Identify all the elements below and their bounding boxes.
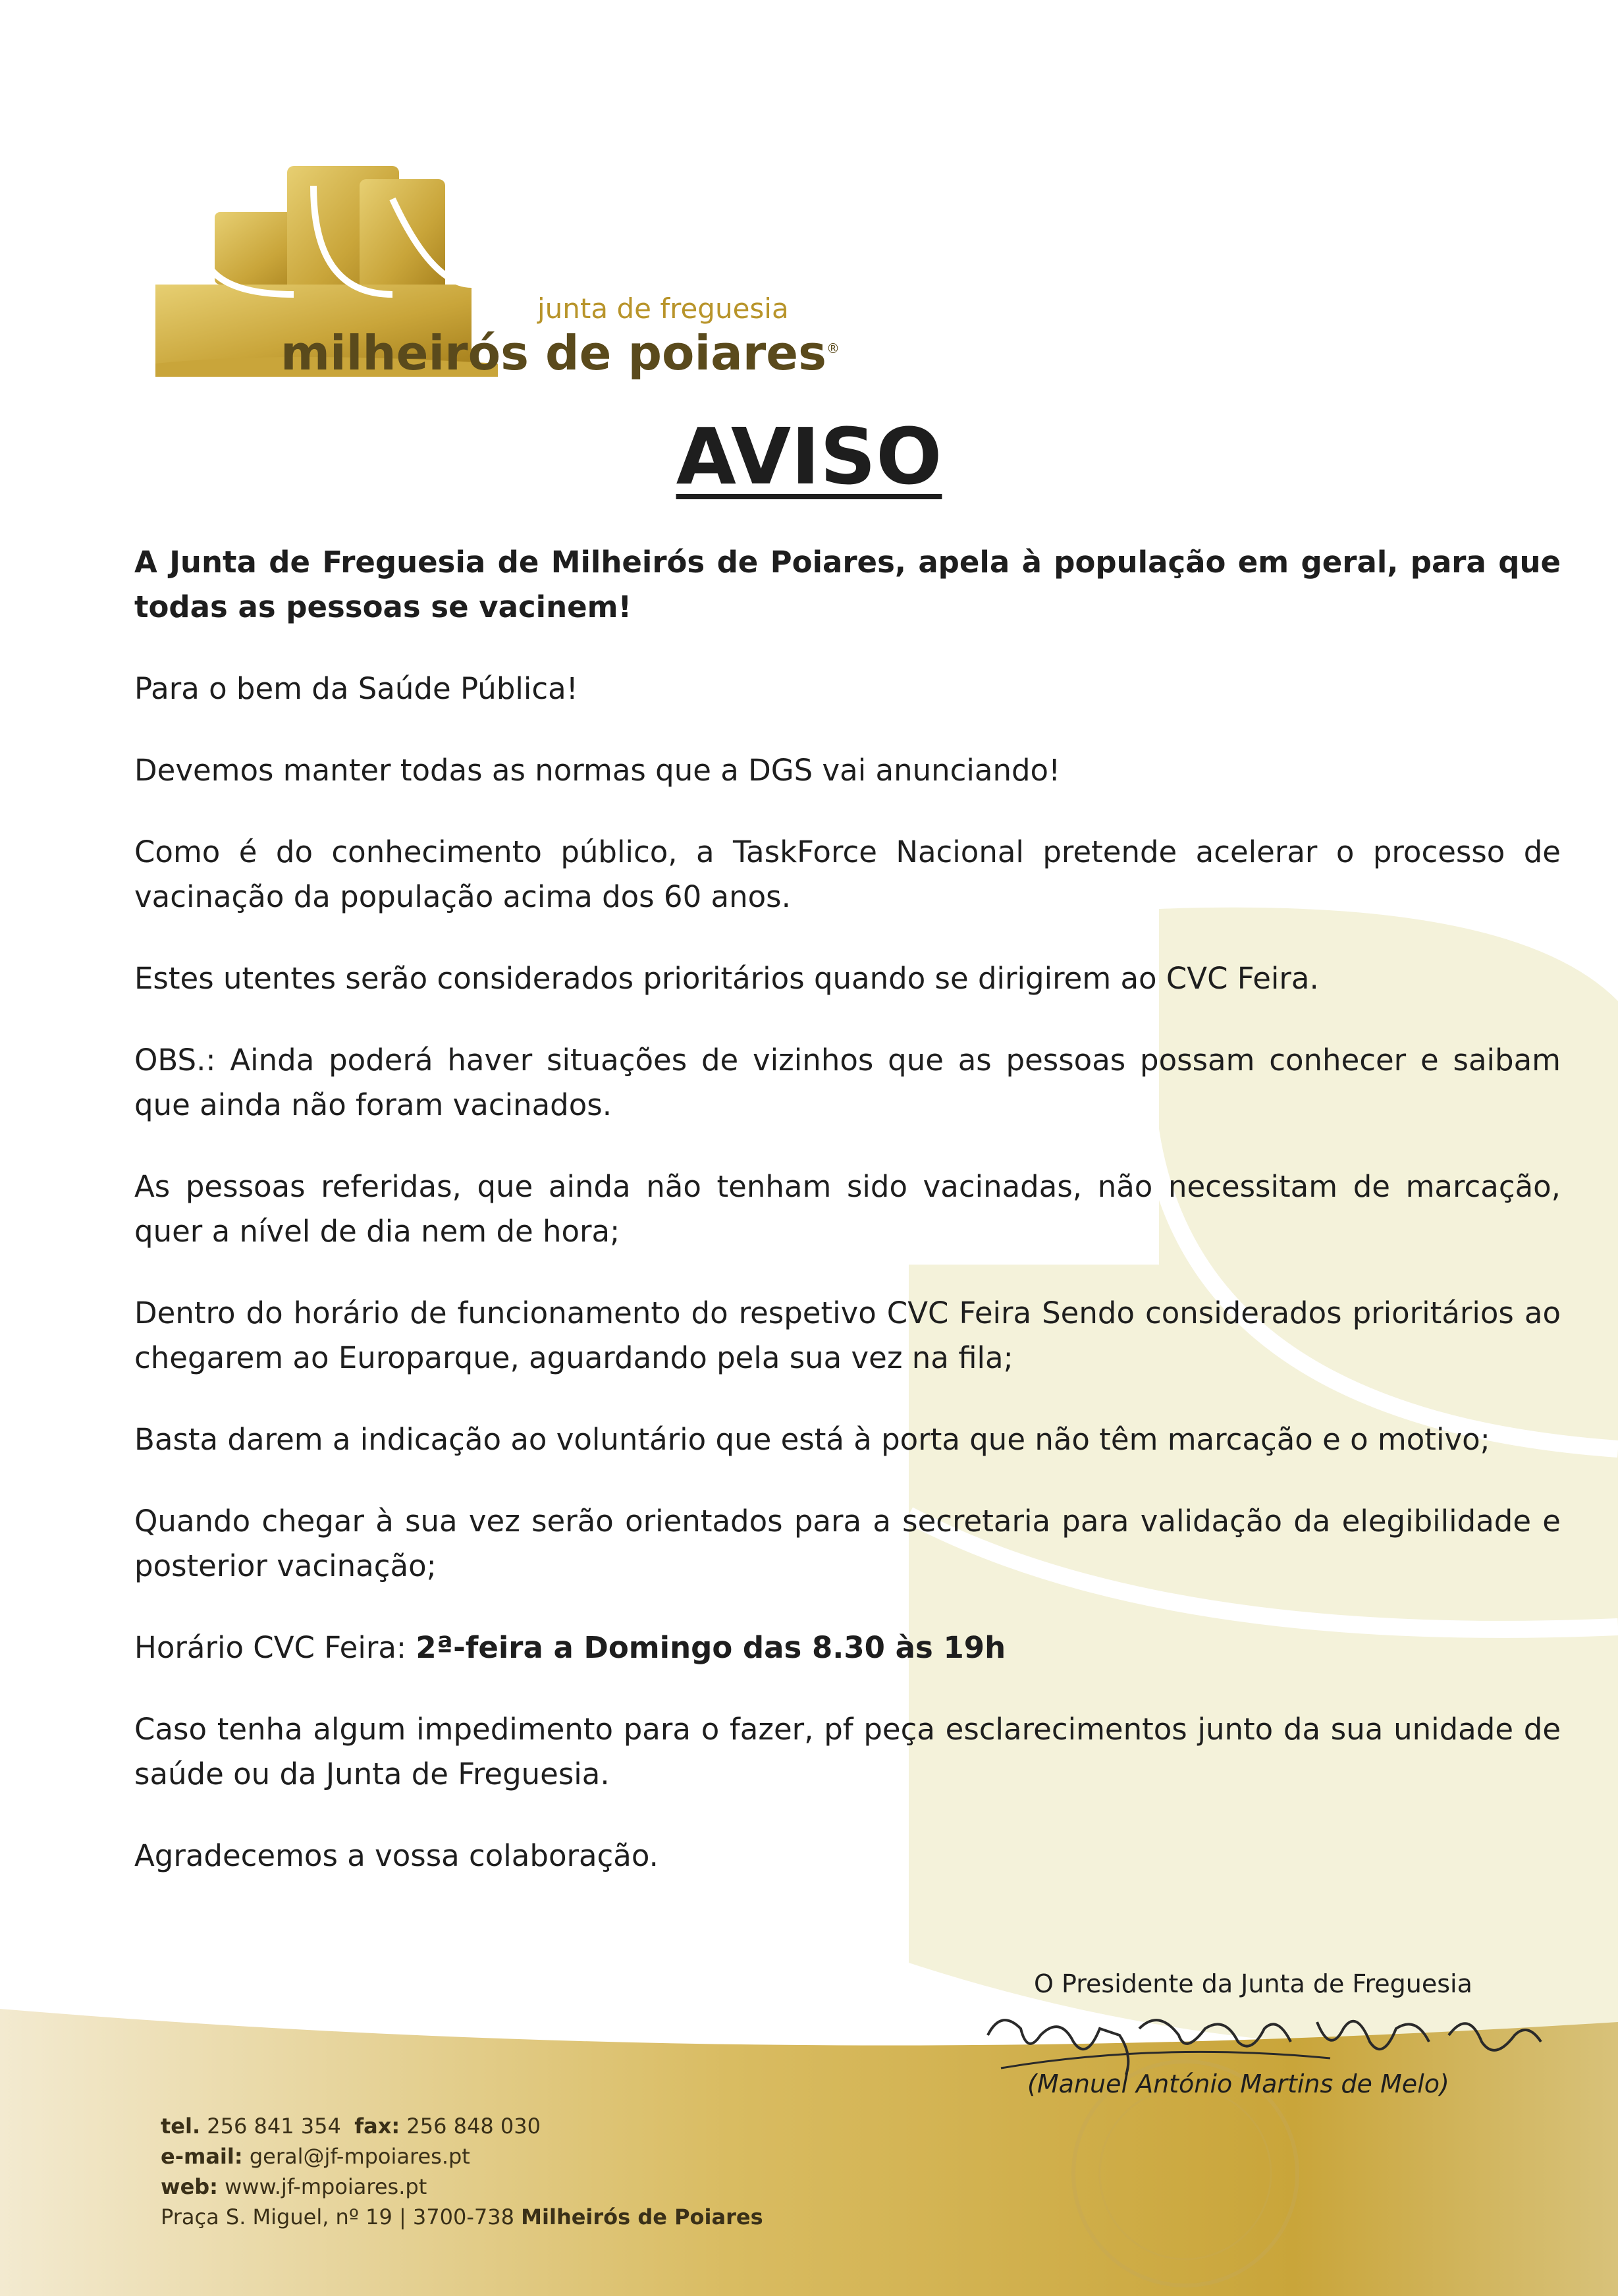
paragraph-thanks: Agradecemos a vossa colaboração. xyxy=(134,1838,659,1873)
paragraph-impediment: Caso tenha algum impedimento para o fazer, pf peça esclarecimentos junto da sua unidade de saúde ou da Junta de Freguesia. xyxy=(134,1712,1561,1791)
email-link[interactable]: geral@jf-mpoiares.pt xyxy=(249,2144,470,2169)
schedule-value: 2ª-feira a Domingo das 8.30 às 19h xyxy=(416,1630,1006,1665)
contact-web-line: web: www.jf-mpoiares.pt xyxy=(161,2174,427,2199)
logo-subtitle: junta de freguesia xyxy=(537,292,789,325)
logo-name: milheirós de poiares® xyxy=(281,325,840,381)
paragraph-public-health: Para o bem da Saúde Pública! xyxy=(134,671,578,706)
contact-phone-line: tel. 256 841 354 fax: 256 848 030 xyxy=(161,2114,541,2139)
phone-number: 256 841 354 xyxy=(207,2114,341,2139)
fax-number: 256 848 030 xyxy=(406,2114,541,2139)
paragraph-dgs: Devemos manter todas as normas que a DGS vai anunciando! xyxy=(134,753,1061,788)
contact-address-line xyxy=(161,2202,763,2232)
contact-email-line: e-mail: geral@jf-mpoiares.pt xyxy=(161,2144,470,2169)
notice-body xyxy=(134,540,1561,1915)
paragraph-no-booking: As pessoas referidas, que ainda não tenham sido vacinadas, não necessitam de marcação, quer a nível de dia nem de hora; xyxy=(134,1169,1561,1249)
paragraph-europarque: Dentro do horário de funcionamento do respetivo CVC Feira Sendo considerados prioritários ao chegarem ao Europarque, aguardando pela sua vez na fila; xyxy=(134,1296,1561,1375)
paragraph-volunteer: Basta darem a indicação ao voluntário que está à porta que não têm marcação e o motivo; xyxy=(134,1422,1490,1457)
paragraph-taskforce: Como é do conhecimento público, a TaskForce Nacional pretende acelerar o processo de vacinação da população acima dos 60 anos. xyxy=(134,834,1561,914)
schedule-label: Horário CVC Feira: xyxy=(134,1630,416,1665)
paragraph-secretariat: Quando chegar à sua vez serão orientados para a secretaria para validação da elegibilidade e posterior vacinação; xyxy=(134,1504,1561,1583)
web-link[interactable]: www.jf-mpoiares.pt xyxy=(225,2174,427,2199)
paragraph-obs: OBS.: Ainda poderá haver situações de vizinhos que as pessoas possam conhecer e saibam que ainda não foram vacinados. xyxy=(134,1043,1561,1122)
footer-contacts xyxy=(161,2111,763,2232)
signature-title: O Presidente da Junta de Freguesia xyxy=(1034,1969,1472,1998)
signature-block xyxy=(961,1969,1554,2127)
page-title: AVISO xyxy=(676,411,942,502)
address: Praça S. Miguel, nº 19 | 3700-738 xyxy=(161,2204,514,2229)
paragraph-priority: Estes utentes serão considerados prioritários quando se dirigirem ao CVC Feira. xyxy=(134,961,1319,996)
schedule-line xyxy=(134,1626,1561,1670)
intro-paragraph: A Junta de Freguesia de Milheirós de Poiares, apela à população em geral, para que todas as pessoas se vacinem! xyxy=(134,545,1561,624)
address-place: Milheirós de Poiares xyxy=(521,2204,763,2229)
handwritten-signature xyxy=(961,1996,1554,2081)
signatory-name: (Manuel António Martins de Melo) xyxy=(1027,2069,1449,2098)
